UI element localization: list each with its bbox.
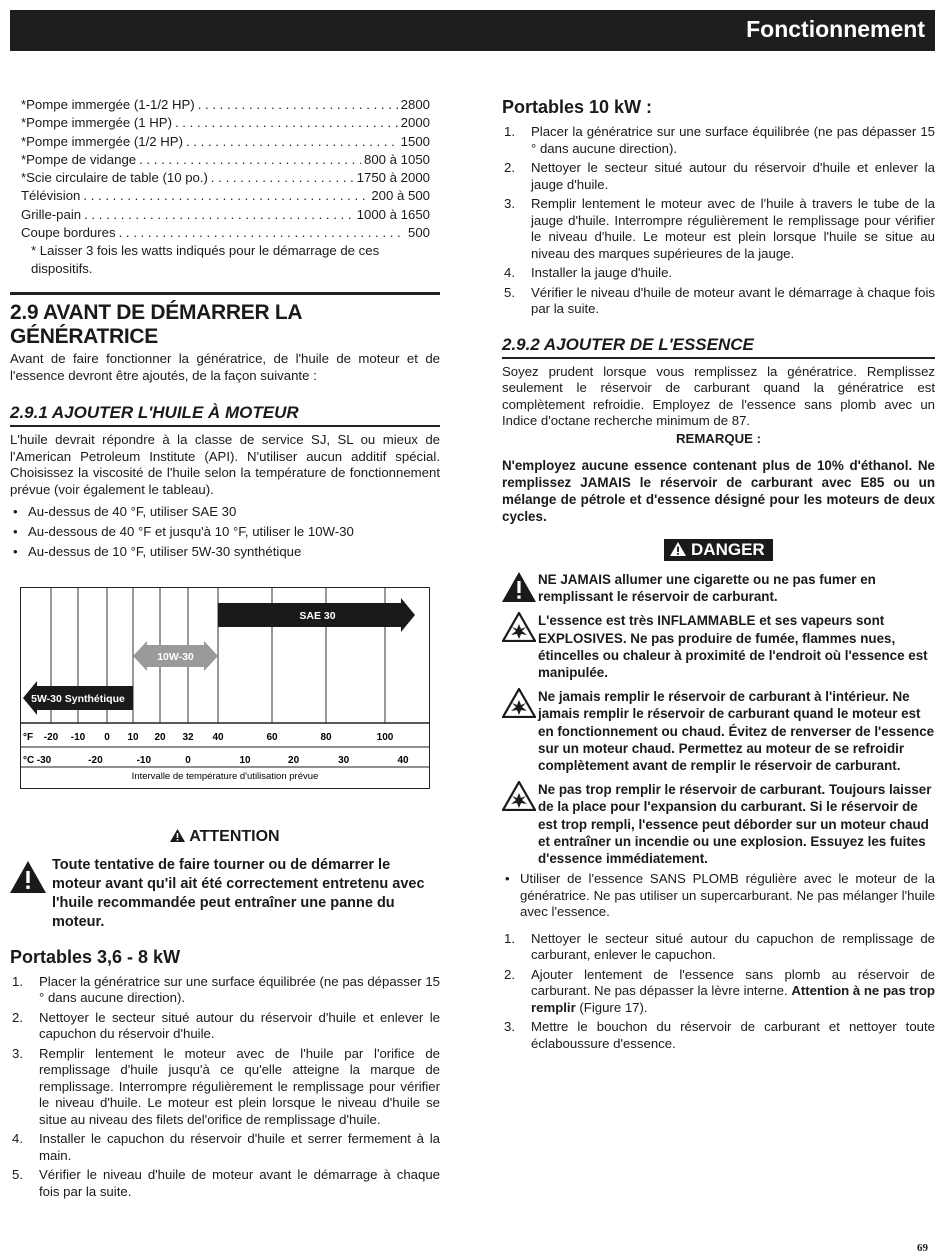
tick-label: -30 bbox=[36, 754, 52, 766]
tick-label: 0 bbox=[185, 754, 191, 766]
list-item: 2. Ajouter lentement de l'essence sans plomb au réservoir de carburant. Ne pas dépasser la lèvre interne. Attention à ne pas trop remplir (Figure 17). bbox=[504, 966, 935, 1015]
attention-message bbox=[10, 856, 440, 932]
danger-badge: DANGER bbox=[664, 539, 772, 561]
band-label: 10W-30 bbox=[157, 650, 194, 663]
tick-label: -20 bbox=[43, 731, 59, 743]
list-item: • Au-dessous de 40 °F et jusqu'à 10 °F, utiliser le 10W-30 bbox=[10, 524, 440, 541]
left-column bbox=[10, 96, 440, 1203]
list-item: • Au-dessus de 10 °F, utiliser 5W-30 synthétique bbox=[10, 544, 440, 561]
portables-3-6-8-steps bbox=[10, 974, 440, 1201]
tick-label: 80 bbox=[320, 731, 332, 743]
danger-item: L'essence est très INFLAMMABLE et ses vapeurs sont EXPLOSIVES. Ne pas produire de fumée, flammes nues, étincelles ou chaleur à proximité de l'endroit où l'essence est manipulée. bbox=[502, 612, 935, 681]
section-2-9-2-title: 2.9.2 AJOUTER DE L'ESSENCE bbox=[502, 334, 935, 359]
explosion-warning-icon bbox=[502, 781, 536, 811]
warning-icon bbox=[10, 861, 46, 893]
list-item: 3. Mettre le bouchon du réservoir de carburant et nettoyer toute éclaboussure d'essence. bbox=[504, 1019, 935, 1051]
header-bar bbox=[10, 10, 935, 51]
list-item: 3. Remplir lentement le moteur avec de l'huile par l'orifice de remplissage d'huile jusqu'à ce qu'elle atteigne la marque de remplissage. Interrompre régulièrement le remplissage pour vérifier le niveau d'huile. Le moteur est plein lorsque le niveau d'huile se situe au niveau des filets del'orifice de remplissage d'huile. bbox=[12, 1045, 440, 1127]
tick-label: 40 bbox=[212, 731, 224, 743]
section-2-9-intro: Avant de faire fonctionner la génératrice, de l'huile de moteur et de l'essence devront être ajoutés, de la façon suivante : bbox=[10, 351, 440, 383]
tick-label: 40 bbox=[397, 754, 409, 766]
wattage-note: * Laisser 3 fois les watts indiqués pour le démarrage de ces dispositifs. bbox=[31, 243, 380, 277]
x-axis-label: Intervalle de température d'utilisation prévue bbox=[131, 770, 319, 782]
oil-temperature-chart-svg bbox=[20, 587, 430, 789]
wattage-list bbox=[10, 96, 440, 278]
tick-label: 60 bbox=[266, 731, 278, 743]
list-item: 4. Installer la jauge d'huile. bbox=[504, 265, 673, 280]
tick-label: -20 bbox=[88, 754, 103, 766]
band-label: SAE 30 bbox=[299, 609, 336, 622]
danger-item: Ne pas trop remplir le réservoir de carburant. Toujours laisser de la place pour l'expansion du carburant. Si le réservoir de est trop rempli, l'essence peut déborder sur un moteur chaud et entraîner un incendie ou une explosion. Essuyez les fuites d'essence immédiatement. bbox=[502, 781, 935, 867]
fuel-bullets bbox=[502, 871, 935, 921]
warning-icon bbox=[670, 542, 686, 556]
tick-label: -10 bbox=[70, 731, 86, 743]
wattage-row: Grille-pain . . . 1000 à 1650 bbox=[10, 206, 440, 224]
oil-bullets bbox=[10, 504, 440, 561]
tick-label: 32 bbox=[182, 731, 194, 743]
warning-icon bbox=[502, 571, 536, 603]
explosion-warning-icon bbox=[502, 612, 536, 642]
fahrenheit-label: °F bbox=[23, 731, 34, 743]
danger-item: Ne jamais remplir le réservoir de carburant à l'intérieur. Ne jamais remplir le réservoir de carburant quand le moteur est en fonctionnement ou chaud. Évitez de renverser de l'essence sur un moteur chaud. Permettez au moteur de se refroidir complètement avant de remplir le réservoir de carburant. bbox=[502, 688, 935, 774]
list-item: 5. Vérifier le niveau d'huile de moteur avant le démarrage à chaque fois par la suite. bbox=[12, 1167, 440, 1199]
list-item: 4. Installer le capuchon du réservoir d'huile et serrer fermement à la main. bbox=[12, 1131, 440, 1163]
remark-title: REMARQUE : bbox=[676, 430, 761, 446]
tick-label: 100 bbox=[376, 731, 394, 743]
wattage-row: *Pompe immergée (1/2 HP) . . . 1500 bbox=[10, 133, 440, 151]
explosion-warning-icon bbox=[502, 688, 536, 718]
portables-10-steps bbox=[502, 124, 935, 318]
attention-title: ATTENTION bbox=[10, 829, 440, 846]
attention-text: Toute tentative de faire tourner ou de démarrer le moteur avant qu'il ait été correctement entretenu avec l'huile recommandée peut entraîner une panne du moteur. bbox=[52, 856, 425, 930]
portables-3-6-8-title: Portables 3,6 - 8 kW bbox=[10, 946, 181, 967]
tick-label: 30 bbox=[338, 754, 350, 766]
tick-label: 10 bbox=[127, 731, 139, 743]
wattage-row: Coupe bordures . . . 500 bbox=[10, 224, 440, 242]
section-2-9-title: 2.9 AVANT DE DÉMARRER LA GÉNÉRATRICE bbox=[10, 292, 440, 349]
section-2-9-1-body: L'huile devrait répondre à la classe de service SJ, SL ou mieux de l'American Petroleum Institute (API). N'utiliser aucun additif spécial. Choisissez la viscosité de l'huile selon la température de fonctionnement prévue (voir également le tableau). bbox=[10, 432, 440, 497]
tick-label: 0 bbox=[104, 731, 110, 743]
danger-badge-wrap bbox=[502, 539, 935, 561]
list-item: 2. Nettoyer le secteur situé autour du réservoir d'huile et enlever le capuchon du réservoir d'huile. bbox=[12, 1009, 440, 1042]
list-item: 1. Nettoyer le secteur situé autour du capuchon de remplissage de carburant, enlever le capuchon. bbox=[504, 930, 935, 963]
section-2-9-2-body: Soyez prudent lorsque vous remplissez la génératrice. Remplissez seulement le réservoir de carburant quand la génératrice est complètement refroidie. Employez de l'essence sans plomb avec un Indice d'octane recherche minimum de 87. bbox=[502, 363, 935, 428]
list-item: 2. Nettoyer le secteur situé autour du réservoir d'huile et enlever la jauge d'huile. bbox=[504, 160, 935, 192]
band-label: 5W-30 Synthétique bbox=[31, 692, 125, 705]
list-item: 1. Placer la génératrice sur une surface équilibrée (ne pas dépasser 15 ° dans aucune direction). bbox=[12, 973, 440, 1006]
wattage-row: *Pompe immergée (1 HP) . . . 2000 bbox=[10, 114, 440, 132]
warning-icon bbox=[170, 829, 185, 842]
wattage-row: *Pompe de vidange . . . 800 à 1050 bbox=[10, 151, 440, 169]
danger-item: NE JAMAIS allumer une cigarette ou ne pas fumer en remplissant le réservoir de carburant. bbox=[502, 571, 935, 605]
oil-temperature-chart bbox=[20, 587, 440, 794]
remark-text: N'employez aucune essence contenant plus de 10% d'éthanol. Ne remplissez JAMAIS le réservoir de carburant avec E85 ou un mélange de pétrole et d'essence désigné pour les moteurs de deux cycles. bbox=[502, 458, 935, 524]
fuel-steps bbox=[502, 931, 935, 1053]
celsius-label: °C bbox=[23, 754, 35, 766]
tick-label: 20 bbox=[288, 754, 300, 766]
header-title: Fonctionnement bbox=[746, 16, 925, 42]
tick-label: 20 bbox=[154, 731, 166, 743]
right-column bbox=[502, 96, 935, 1055]
page-number: 69 bbox=[917, 1242, 928, 1254]
tick-label: -10 bbox=[136, 754, 152, 766]
list-item: • Au-dessus de 40 °F, utiliser SAE 30 bbox=[10, 504, 440, 521]
wattage-row: *Scie circulaire de table (10 po.) . . . 1750 à 2000 bbox=[10, 169, 440, 187]
section-2-9-1-title: 2.9.1 AJOUTER L'HUILE À MOTEUR bbox=[10, 402, 440, 427]
list-item: 3. Remplir lentement le moteur avec de l'huile à travers le tube de la jauge d'huile. Interrompre régulièrement le remplissage pour vérifier le niveau d'huile. Le moteur est plein lorsque l'huile se situe au niveau des marques supérieures de la jauge. bbox=[504, 196, 935, 261]
portables-10-title: Portables 10 kW : bbox=[502, 97, 653, 117]
list-item: • Utiliser de l'essence SANS PLOMB régulière avec le moteur de la génératrice. Ne pas utiliser un supercarburant. Ne pas mélanger l'huile avec l'essence. bbox=[502, 871, 935, 921]
wattage-row: Télévision . . . 200 à 500 bbox=[10, 187, 440, 205]
tick-label: 10 bbox=[239, 754, 251, 766]
list-item: 5. Vérifier le niveau d'huile de moteur avant le démarrage à chaque fois par la suite. bbox=[504, 284, 935, 316]
wattage-row: *Pompe immergée (1-1/2 HP) . . . 2800 bbox=[10, 96, 440, 114]
list-item: 1. Placer la génératrice sur une surface équilibrée (ne pas dépasser 15 ° dans aucune direction). bbox=[504, 124, 935, 156]
